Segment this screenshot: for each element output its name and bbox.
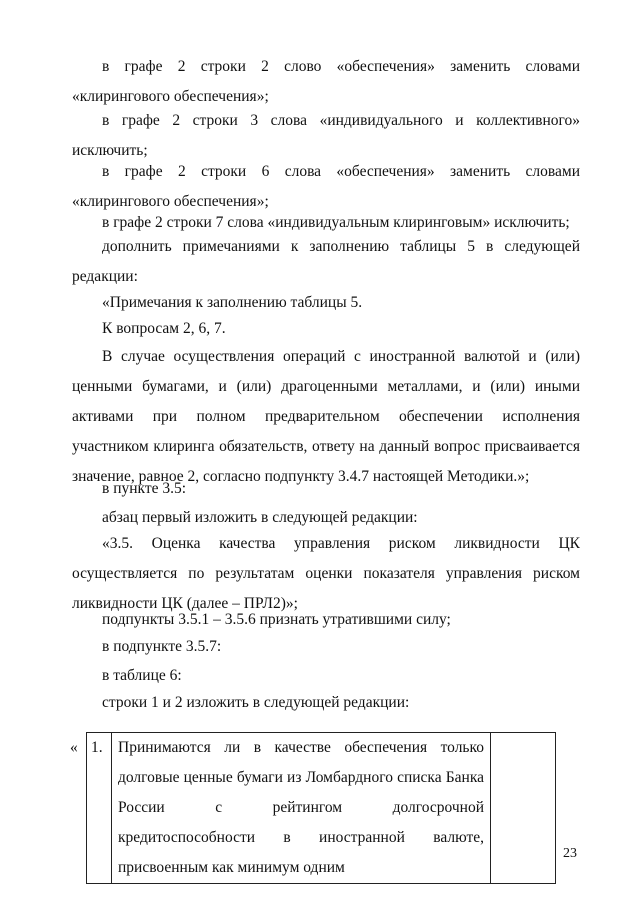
paragraph-9: в пункте 3.5: [102,480,187,497]
paragraph-14: в таблице 6: [102,667,182,684]
paragraph-5: дополнить примечаниями к заполнению таблицы 5 в следующей редакции: [72,238,580,285]
table-6-excerpt [86,732,556,884]
paragraph-8: В случае осуществления операций с иностранной валютой и (или) ценными бумагами, и (или) драгоценными металлами, и (или) иными активами при полном предварительном обеспечении исполнения участником клиринга обязательств, ответу на данный вопрос присваивается значение, равное 2, согласно подпункту 3.4.7 настоящей Методики.»; [72,348,580,485]
page-number: 23 [563,846,577,861]
paragraph-10: абзац первый изложить в следующей редакции: [102,509,418,526]
paragraph-7: К вопросам 2, 6, 7. [102,320,226,337]
paragraph-13: в подпункте 3.5.7: [102,638,222,655]
table-row [87,733,556,884]
paragraph-11: «3.5. Оценка качества управления риском ликвидности ЦК осуществляется по результатам оценки показателя управления риском ликвидности ЦК (далее – ПРЛ2)»; [72,535,580,612]
paragraph-1: в графе 2 строки 2 слово «обеспечения» заменить словами «клирингового обеспечения»; [72,58,580,105]
question-cell: Принимаются ли в качестве обеспечения только долговые ценные бумаги из Ломбардного списка Банка России с рейтингом долгосрочной кредитоспособности в иностранной валюте, присвоенным как минимум одним [112,733,491,884]
paragraph-6: «Примечания к заполнению таблицы 5. [102,294,363,311]
paragraph-4: в графе 2 строки 7 слова «индивидуальным клиринговым» исключить; [102,214,570,231]
empty-cell [491,733,556,884]
paragraph-12: подпункты 3.5.1 – 3.5.6 признать утратившими силу; [102,611,451,628]
row-number-cell: 1. [87,733,112,884]
paragraph-15: строки 1 и 2 изложить в следующей редакции: [102,694,410,711]
table-open-quote: « [70,739,78,756]
paragraph-2: в графе 2 строки 3 слова «индивидуального и коллективного» исключить; [72,112,580,159]
paragraph-3: в графе 2 строки 6 слова «обеспечения» заменить словами «клирингового обеспечения»; [72,163,580,210]
